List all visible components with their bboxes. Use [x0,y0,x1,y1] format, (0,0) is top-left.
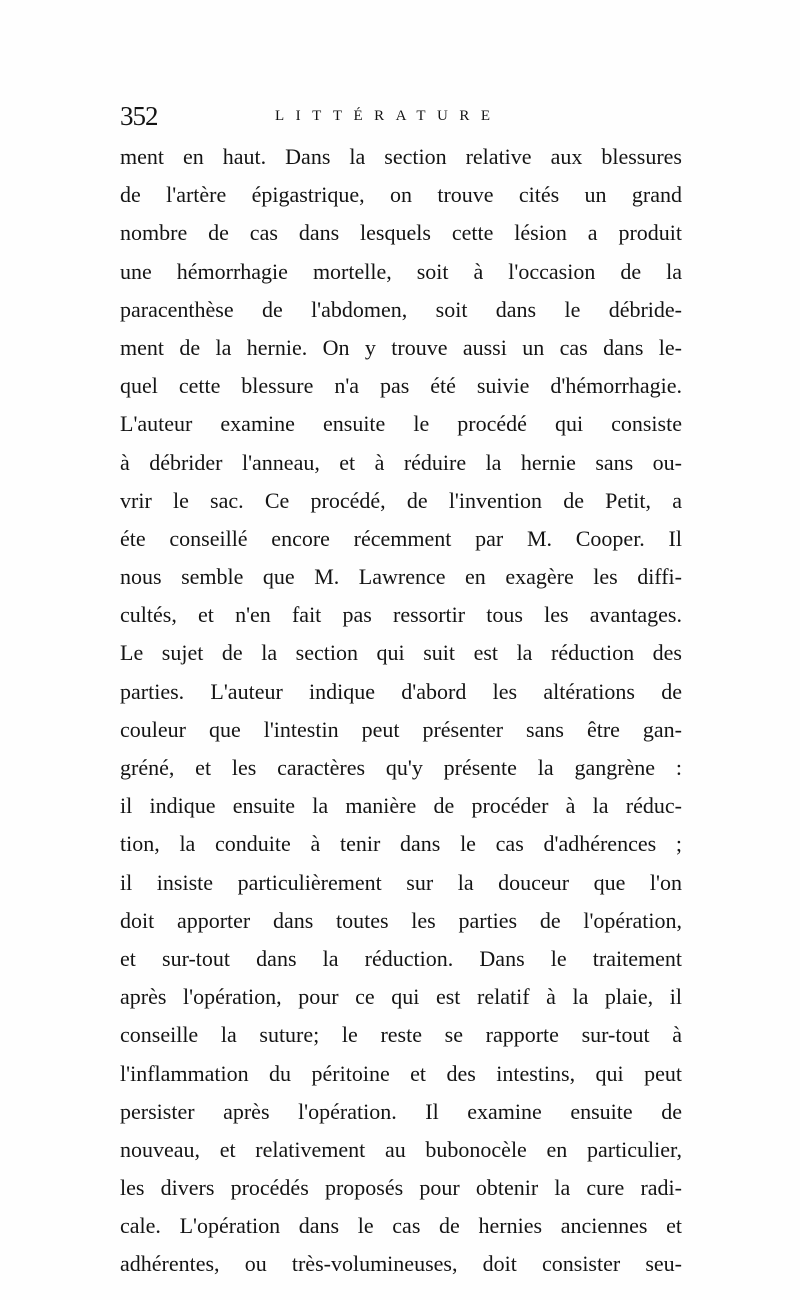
text-line: cultés, et n'en fait pas ressortir tous les avantages. [120,602,682,628]
page-header [120,98,680,134]
text-line: tion, la conduite à tenir dans le cas d'adhérences ; [120,831,682,857]
body-text [120,138,682,1284]
text-line: une hémorrhagie mortelle, soit à l'occasion de la [120,258,682,284]
text-line: nouveau, et relativement au bubonocèle en particulier, [120,1136,682,1162]
text-line: et sur-tout dans la réduction. Dans le traitement [120,945,682,971]
text-line: vrir le sac. Ce procédé, de l'invention de Petit, a [120,487,682,513]
text-line: de l'artère épigastrique, on trouve cités un grand [120,182,682,208]
text-line: il insiste particulièrement sur la douceur que l'on [120,869,682,895]
text-line: à débrider l'anneau, et à réduire la hernie sans ou- [120,449,682,475]
text-line: gréné, et les caractères qu'y présente la gangrène : [120,755,682,780]
page-number: 352 [120,101,158,131]
text-line: il indique ensuite la manière de procéder à la réduc- [120,793,682,819]
text-line: l'inflammation du péritoine et des intestins, qui peut [120,1060,682,1086]
text-line: couleur que l'intestin peut présenter sans être gan- [120,716,682,742]
text-line: L'auteur examine ensuite le procédé qui consiste [120,411,682,437]
text-line: ment en haut. Dans la section relative aux blessures [120,144,682,169]
text-line: les divers procédés proposés pour obtenir la cure radi- [120,1175,682,1201]
text-line: persister après l'opération. Il examine ensuite de [120,1098,682,1124]
text-line: éte conseillé encore récemment par M. Cooper. Il [120,525,682,551]
text-line: Le sujet de la section qui suit est la réduction des [120,640,682,666]
text-line: cale. L'opération dans le cas de hernies anciennes et [120,1213,682,1239]
text-line: nous semble que M. Lawrence en exagère les diffi- [120,564,682,590]
text-line: adhérentes, ou très-volumineuses, doit consister seu- [120,1251,682,1277]
text-line: conseille la suture; le reste se rapporte sur-tout à [120,1022,682,1048]
text-line: quel cette blessure n'a pas été suivie d'hémorrhagie. [120,373,682,399]
text-line: paracenthèse de l'abdomen, soit dans le débride- [120,296,682,322]
text-line: parties. L'auteur indique d'abord les altérations de [120,678,682,704]
text-line: ment de la hernie. On y trouve aussi un cas dans le- [120,334,682,360]
text-line: après l'opération, pour ce qui est relatif à la plaie, il [120,984,682,1010]
running-head: LITTÉRATURE [275,108,502,124]
text-line: nombre de cas dans lesquels cette lésion a produit [120,220,682,246]
text-line: doit apporter dans toutes les parties de l'opération, [120,907,682,933]
